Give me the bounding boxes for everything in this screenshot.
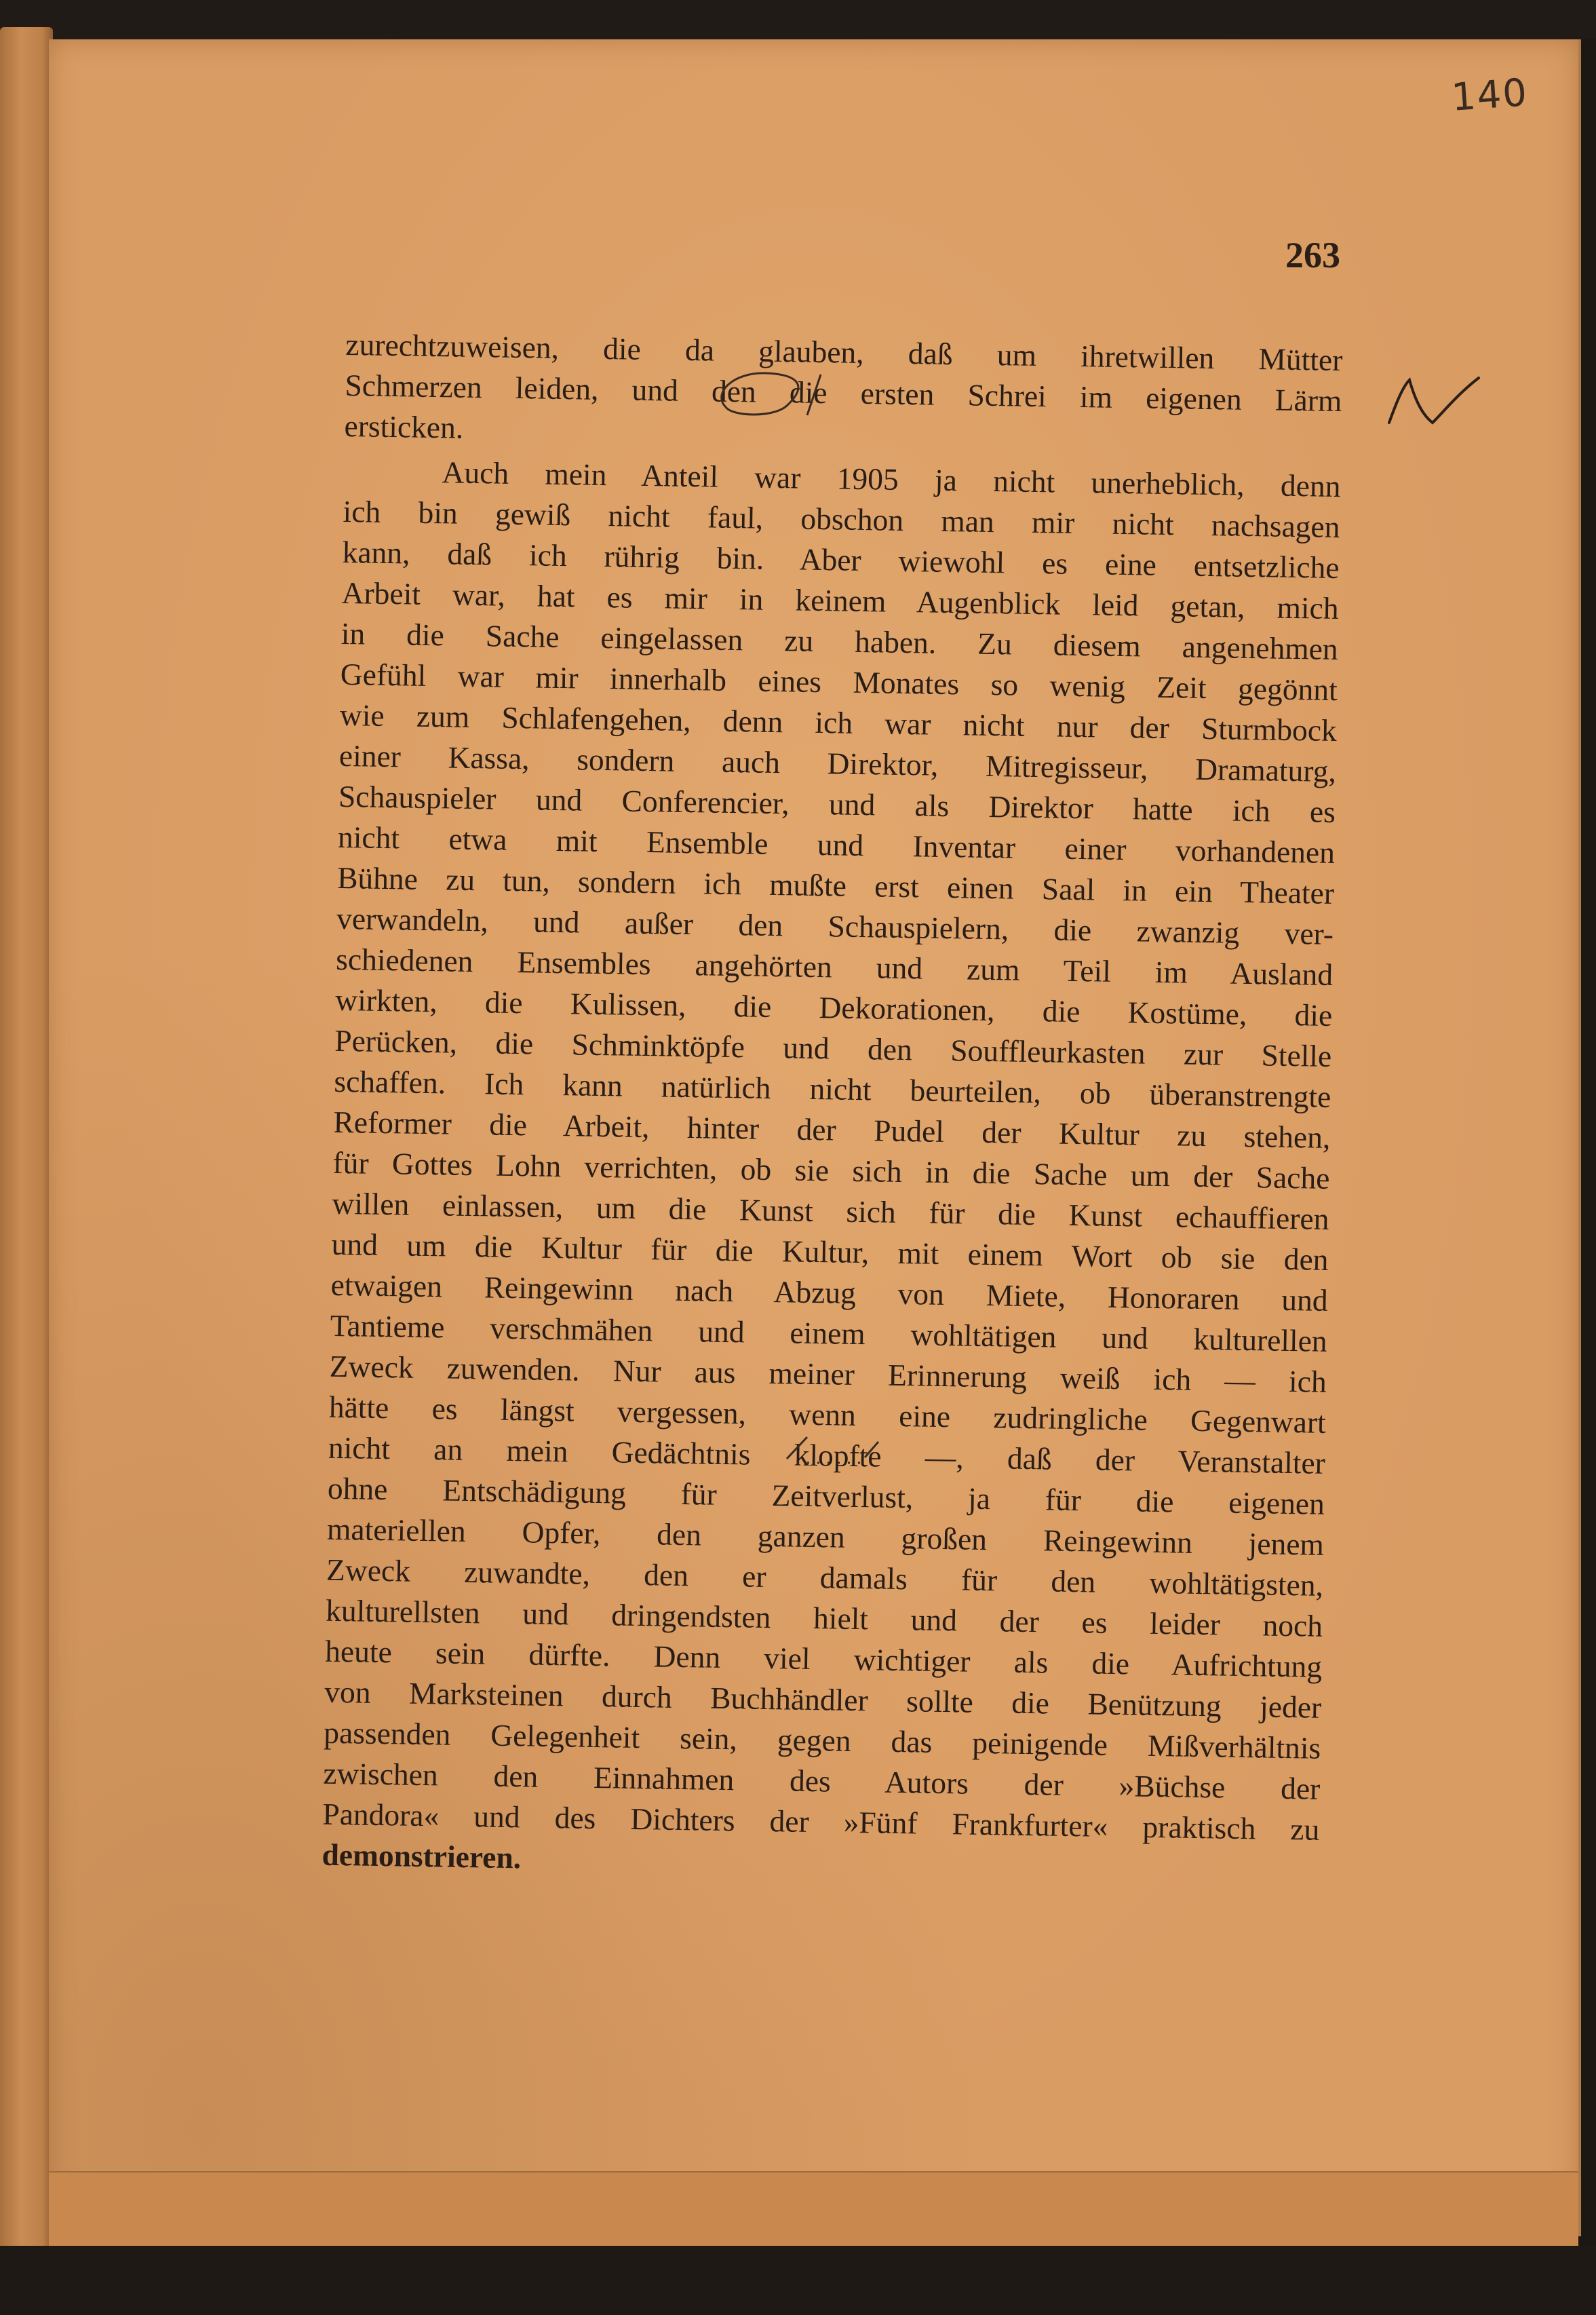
text-line: Reformer die Arbeit, hinter der Pudel der Kultur zu stehen, bbox=[333, 1104, 1331, 1155]
body-text bbox=[322, 324, 1343, 1891]
text-line: verwandeln, und außer den Schauspielern, die zwanzig ver- bbox=[336, 900, 1334, 951]
scan-bottom-border bbox=[0, 2246, 1596, 2315]
text-line: Schauspieler und Conferencier, und als Direktor hatte ich es bbox=[338, 778, 1336, 830]
text-line: schiedenen Ensembles angehörten und zum Teil im Ausland bbox=[335, 941, 1334, 992]
text-line: wie zum Schlafengehen, denn ich war nicht nur der Sturmbock bbox=[339, 697, 1338, 748]
text-line: hätte es längst vergessen, wenn eine zudringliche Gegenwart bbox=[328, 1389, 1327, 1440]
text-line: Bühne zu tun, sondern ich mußte erst einen Saal in ein Theater bbox=[336, 860, 1335, 911]
proofreading-circle-mark bbox=[705, 366, 875, 421]
scan-top-border bbox=[0, 0, 1596, 39]
text-line: Perücken, die Schminktöpfe und den Souffleurkasten zur Stelle bbox=[334, 1022, 1332, 1073]
text-line: nicht an mein Gedächtnis klopfte —, daß der Veranstalter bbox=[328, 1430, 1326, 1480]
text-line: Schmerzen leiden, und den die ersten Schrei im eigenen Lärm bbox=[345, 367, 1342, 419]
handwritten-margin-mark bbox=[1384, 370, 1485, 438]
text-line: willen einlassen, um die Kunst sich für die Kunst echauffieren bbox=[332, 1185, 1329, 1236]
text-line: materiellen Opfer, den ganzen großen Reingewinn jenem bbox=[326, 1511, 1325, 1562]
text-line: ersticken. bbox=[344, 408, 464, 445]
page-number: 263 bbox=[1285, 235, 1340, 275]
text-line: ich bin gewiß nicht faul, obschon man mir nicht nachsagen bbox=[343, 493, 1340, 545]
previous-page-edge bbox=[0, 27, 53, 2266]
text-line: Zweck zuwandte, den er damals für den wohltätigsten, bbox=[326, 1552, 1324, 1603]
text-line: schaffen. Ich kann natürlich nicht beurteilen, ob überanstrengte bbox=[334, 1063, 1331, 1114]
page-bottom-edge bbox=[49, 2171, 1578, 2247]
text-line: Gefühl war mir innerhalb eines Monates so wenig Zeit gegönnt bbox=[340, 656, 1338, 708]
text-line: heute sein dürfte. Denn viel wichtiger als die Aufrichtung bbox=[324, 1633, 1323, 1684]
text-line: kann, daß ich rührig bin. Aber wiewohl es eine entsetzliche bbox=[342, 534, 1340, 586]
text-line: Auch mein Anteil war 1905 ja nicht unerheblich, denn bbox=[442, 455, 1341, 504]
text-line: zurechtzuweisen, die da glauben, daß um ihretwillen Mütter bbox=[345, 326, 1343, 378]
text-line: nicht etwa mit Ensemble und Inventar einer vorhandenen bbox=[337, 819, 1336, 870]
text-line: in die Sache eingelassen zu haben. Zu diesem angenehmen bbox=[340, 615, 1339, 667]
text-line: für Gottes Lohn verrichten, ob sie sich in die Sache um der Sache bbox=[332, 1145, 1330, 1195]
text-line: Zweck zuwenden. Nur aus meiner Erinnerung weiß ich — ich bbox=[329, 1348, 1327, 1399]
text-line: zwischen den Einnahmen des Autors der »Büchse der bbox=[323, 1755, 1321, 1806]
text-line: demonstrieren. bbox=[322, 1837, 522, 1875]
text-line: ohne Entschädigung für Zeitverlust, ja für die eigenen bbox=[327, 1470, 1325, 1521]
text-line: passenden Gelegenheit sein, gegen das peinigende Mißverhältnis bbox=[323, 1715, 1321, 1765]
text-line: und um die Kultur für die Kultur, mit einem Wort ob sie den bbox=[331, 1226, 1329, 1277]
proofreading-strike-mark bbox=[780, 1432, 895, 1466]
text-line: wirkten, die Kulissen, die Dekorationen, die Kostüme, die bbox=[334, 982, 1333, 1033]
text-line: Pandora« und des Dichters der »Fünf Frankfurter« praktisch zu bbox=[322, 1796, 1320, 1847]
handwritten-folio-number: 140 bbox=[1449, 71, 1530, 120]
text-line: kulturellsten und dringendsten hielt und der es leider noch bbox=[325, 1592, 1323, 1643]
text-line: etwaigen Reingewinn nach Abzug von Miete, Honoraren und bbox=[330, 1267, 1328, 1318]
text-line: von Marksteinen durch Buchhändler sollte die Benützung jeder bbox=[324, 1674, 1322, 1725]
text-line: Arbeit war, hat es mir in keinem Augenblick leid getan, mich bbox=[341, 575, 1340, 626]
text-line: Tantieme verschmähen und einem wohltätigen und kulturellen bbox=[330, 1307, 1328, 1358]
text-line: einer Kassa, sondern auch Direktor, Mitregisseur, Dramaturg, bbox=[338, 738, 1337, 789]
